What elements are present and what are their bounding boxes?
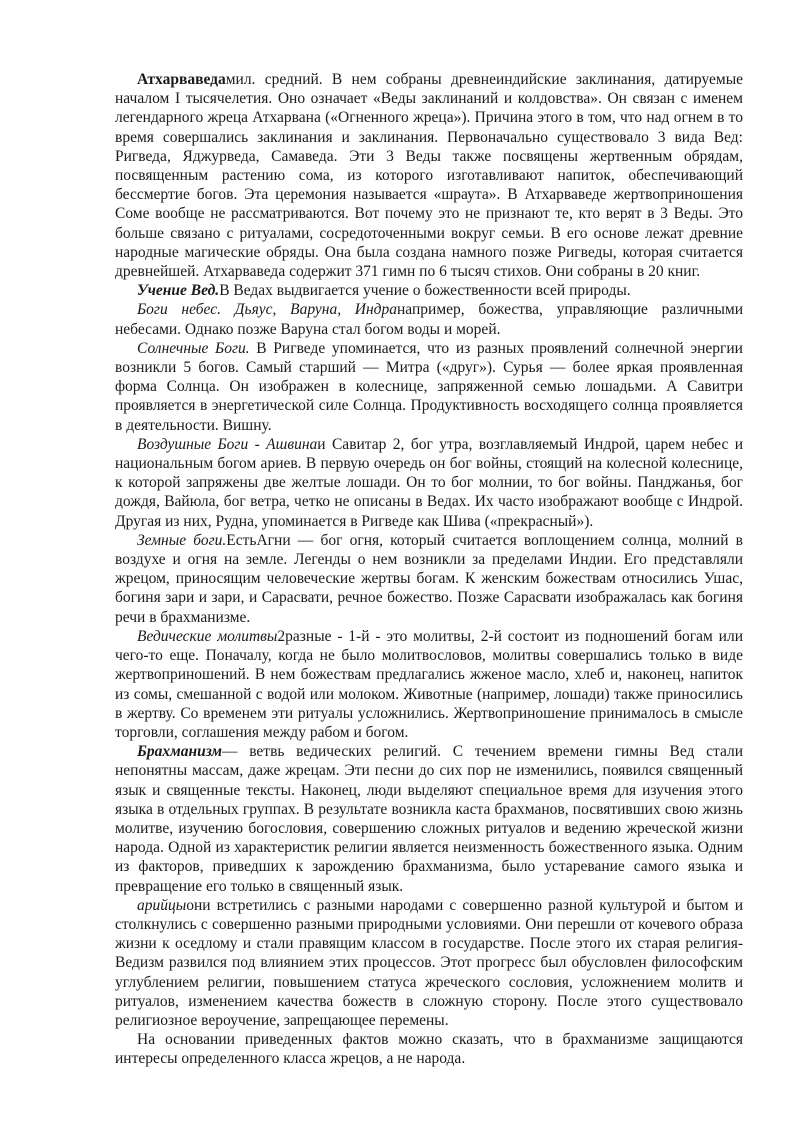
term-air-gods: Воздушные Боги - Ашвина bbox=[137, 435, 318, 453]
paragraph-text: например, божества, управляющие различными небесами. Однако позже Варуна стал богом воды и морей. bbox=[115, 301, 744, 338]
paragraph-text: В Ведах выдвигается учение о божественности всей природы. bbox=[219, 282, 631, 300]
term-vedic-teaching: Учение Вед. bbox=[137, 282, 220, 300]
paragraph-atharvaveda bbox=[115, 70, 743, 281]
paragraph-vedic-teaching bbox=[115, 281, 743, 300]
paragraph-solar-gods bbox=[115, 339, 743, 435]
paragraph-conclusion bbox=[115, 1030, 743, 1068]
document-page bbox=[115, 70, 743, 1069]
paragraph-text: 2разные - 1-й - это молитвы, 2-й состоит из подношений богам или чего-то еще. Поначалу, когда не было молитвословов, молитвы совершались только в виде жертвоприношений. В нем божествам предлагались жженое масло, хлеб и, наконец, напиток из сомы, смешанной с водой или молоком. Животные (например, лошади) также приносились в жертву. Со временем эти ритуалы усложнились. Жертвоприношение принималось в смысле торговли, соглашения между рабом и богом. bbox=[115, 627, 743, 741]
paragraph-text: — ветвь ведических религий. С течением времени гимны Вед стали непонятны массам, даже жрецам. Эти песни до сих пор не изменились, появился священный язык и священные тексты. Наконец, люди выделяют специальное время для изучения этого языка в отдельных группах. В результате возникла каста брахманов, посвятивших свою жизнь молитве, изучению богословия, совершению сложных ритуалов и ведению жреческой жизни народа. Одной из характеристик религии является неизменность божественного языка. Одним из факторов, приведших к зарождению брахманизма, было устаревание самого языка и превращение его только в священный язык. bbox=[115, 743, 743, 895]
paragraph-text: они встретились с разными народами с совершенно разной культурой и бытом и столкнулись с совершенно разными природными условиями. Они перешли от кочевого образа жизни к оседлому и стали правящим классом в государстве. После этого их старая религия- Ведизм развился под влиянием этих процессов. Этот прогресс был обусловлен философским углублением религии, повышением статуса жреческого сословия, усложнением молитв и ритуалов, изменением качества божеств в сложную сторону. После этого существовало религиозное вероучение, запрещающее перемены. bbox=[115, 896, 743, 1029]
term-aryans: арийцы bbox=[137, 896, 187, 914]
paragraph-text: и Савитар 2, бог утра, возглавляемый Индрой, царем небес и национальным богом ариев. В первую очередь он бог войны, стоящий на колесной колеснице, к которой запряжены две желтые лошади. Он то бог молнии, то бог войны. Панджанья, бог дождя, Вайюла, бог ветра, четко не описаны в Ведах. Их часто изображают вообще с Индрой. Другая из них, Рудна, упоминается в Ригведе как Шива («прекрасный»). bbox=[115, 435, 744, 530]
paragraph-earth-gods bbox=[115, 531, 743, 627]
term-solar-gods: Солнечные Боги. bbox=[137, 339, 250, 357]
term-sky-gods: Боги небес. Дьяус, Варуна, Индра bbox=[137, 301, 398, 319]
paragraph-air-gods bbox=[115, 435, 743, 531]
paragraph-brahmanism bbox=[115, 742, 743, 896]
paragraph-text: В Ригведе упоминается, что из разных проявлений солнечной энергии возникли 5 богов. Самый старший — Митра («друг»). Сурья — более яркая проявленная форма Солнца. Он изображен в колеснице, запряженной семью лошадьми. А Савитри проявляется в энергетической силе Солнца. Продуктивность восходящего солнца проявляется в деятельности. Вишну. bbox=[115, 339, 743, 434]
paragraph-sky-gods bbox=[115, 300, 743, 338]
paragraph-text: ЕстьАгни — бог огня, который считается воплощением солнца, молний в воздухе и огня на земле. Легенды о нем возникли за пределами Индии. Его представляли жрецом, приносящим человеческие жертвы богам. К женским божествам относились Ушас, богиня зари и зари, и Сарасвати, речное божество. Позже Сарасвати изображалась как богиня речи в брахманизме. bbox=[115, 531, 743, 626]
paragraph-vedic-prayers bbox=[115, 627, 743, 742]
paragraph-aryans bbox=[115, 896, 743, 1030]
paragraph-text: На основании приведенных фактов можно сказать, что в брахманизме защищаются интересы определенного класса жрецов, а не народа. bbox=[115, 1031, 743, 1068]
term-earth-gods: Земные боги. bbox=[137, 531, 227, 549]
term-vedic-prayers: Ведические молитвы bbox=[137, 627, 278, 645]
term-atharvaveda: Атхарваведа bbox=[137, 71, 226, 88]
paragraph-text: мил. средний. В нем собраны древнеиндийские заклинания, датируемые началом I тысячелетия. Оно означает «Веды заклинаний и колдовства». Он связан с именем легендарного жреца Атхарвана («Огненного жреца»). Причина этого в том, что над огнем в то время совершались заклинания и заклинания. Первоначально существовало 3 вида Вед: Ригведа, Яджурведа, Самаведа. Эти 3 Веды также посвящены жертвенным обрядам, посвященным растению сома, из которого изготавливают напиток, обеспечивающий бессмертие богов. Эта церемония называется «шраута». В Атхарваведе жертвоприношения Соме вообще не рассматриваются. Вот почему это не признают те, кто верят в 3 Веды. Это больше связано с ритуалами, сосредоточенными вокруг семьи. В его основе лежат древние народные магические обряды. Она была создана намного позже Ригведы, которая считается древнейшей. Атхарваведа содержит 371 гимн по 6 тысяч стихов. Они собраны в 20 книг. bbox=[115, 71, 743, 281]
term-brahmanism: Брахманизм bbox=[137, 743, 222, 761]
